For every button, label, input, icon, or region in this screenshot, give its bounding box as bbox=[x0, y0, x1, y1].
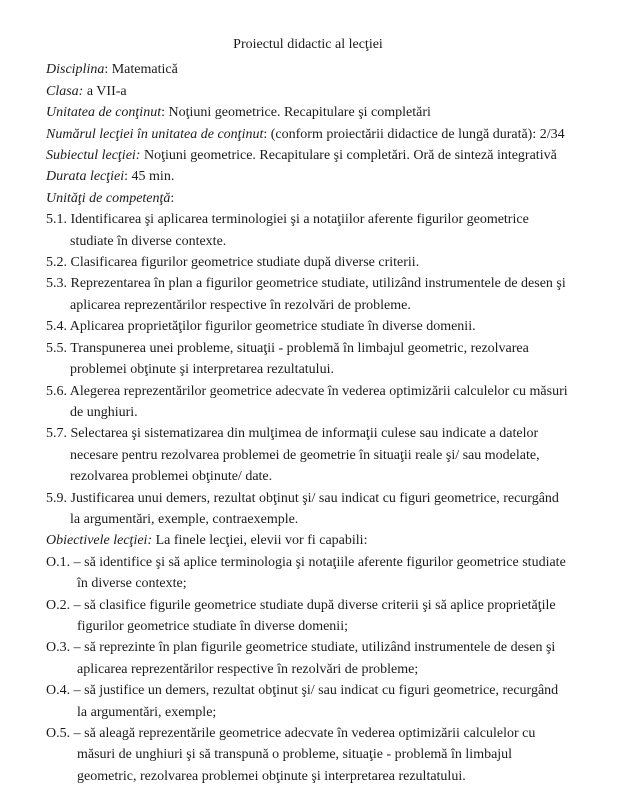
meta-line bbox=[46, 81, 570, 102]
meta-label: Durata lecţiei bbox=[46, 169, 125, 185]
document-title: Proiectul didactic al lecţiei bbox=[233, 37, 383, 52]
meta-value: : bbox=[170, 190, 175, 206]
item-text: Alegerea reprezentărilor geometrice adecvate în vederea optimizării calculelor cu măsuri de unghiuri. bbox=[69, 383, 568, 420]
meta-value: : 45 min. bbox=[124, 169, 175, 185]
item-number: 5.2. bbox=[46, 255, 67, 271]
meta-label: Clasa: bbox=[46, 83, 84, 99]
item-number: 5.9. bbox=[46, 490, 67, 506]
item-text: – să reprezinte în plan figurile geometrice studiate, utilizând instrumentele de desen şi aplicarea reprezentărilor respective în rezolvări de probleme; bbox=[73, 640, 556, 677]
item-text: Clasificarea figurilor geometrice studiate după diverse criterii. bbox=[70, 255, 420, 271]
meta-value: : Noţiuni geometrice. Recapitulare şi completări bbox=[161, 105, 431, 121]
item-number: O.4. bbox=[46, 683, 71, 699]
list-item bbox=[46, 273, 570, 316]
competence-list bbox=[46, 209, 570, 530]
list-item bbox=[46, 488, 570, 531]
list-item bbox=[46, 423, 570, 487]
list-item bbox=[46, 381, 570, 424]
item-number: 5.6. bbox=[46, 383, 67, 399]
item-number: 5.3. bbox=[46, 276, 67, 292]
objectives-intro-text: La finele lecţiei, elevii vor fi capabili: bbox=[152, 533, 368, 549]
meta-line bbox=[46, 166, 570, 187]
list-item bbox=[46, 552, 570, 595]
item-number: 5.7. bbox=[46, 426, 67, 442]
item-text: Transpunerea unei probleme, situaţii - problemă în limbajul geometric, rezolvarea problemei obţinute şi interpretarea rezultatului. bbox=[70, 340, 529, 378]
meta-line bbox=[46, 145, 570, 166]
list-item bbox=[46, 209, 570, 252]
item-text: Reprezentarea în plan a figurilor geometrice studiate, utilizând instrumentele de desen şi aplicarea reprezentărilor respective în rezolvări de probleme. bbox=[70, 276, 566, 313]
list-item bbox=[46, 316, 570, 337]
list-item bbox=[46, 338, 570, 381]
meta-value: : (conform proiectării didactice de lungă durată): 2/34 bbox=[263, 126, 565, 142]
list-item bbox=[46, 252, 570, 273]
meta-line bbox=[46, 102, 570, 123]
item-text: – să identifice şi să aplice terminologia şi notaţiile aferente figurilor geometrice studiate în diverse contexte; bbox=[73, 554, 566, 592]
meta-value: : Matematică bbox=[104, 62, 178, 78]
meta-label: Unităţi de competenţă bbox=[46, 190, 171, 206]
item-text: – să justifice un demers, rezultat obţinut şi/ sau indicat cu figuri geometrice, recurgând la argumentări, exemple; bbox=[73, 683, 559, 720]
item-text: Justificarea unui demers, rezultat obţinut şi/ sau indicat cu figuri geometrice, recurgând la argumentări, exemple, contraexemple. bbox=[70, 490, 559, 527]
meta-line bbox=[46, 188, 570, 209]
meta-line bbox=[46, 124, 570, 145]
objectives-list bbox=[46, 552, 570, 787]
meta-label: Disciplina bbox=[46, 62, 105, 78]
item-number: O.3. bbox=[46, 640, 71, 656]
item-number: 5.5. bbox=[46, 340, 67, 356]
item-number: O.5. bbox=[46, 726, 71, 741]
item-number: O.2. bbox=[46, 597, 71, 613]
item-text: – să aleagă reprezentările geometrice adecvate în vederea optimizării calculelor cu măsuri de unghiuri şi să transpună o probleme, situaţie - problemă în limbajul geometric, rezolvarea problemei obţinute şi interpretarea rezultatului. bbox=[73, 726, 536, 784]
meta-label: Numărul lecţiei în unitatea de conţinut bbox=[46, 126, 264, 142]
list-item bbox=[46, 723, 570, 787]
item-text: Identificarea şi aplicarea terminologiei şi a notaţiilor aferente figurilor geometrice studiate în diverse contexte. bbox=[70, 212, 529, 249]
item-number: 5.4. bbox=[46, 319, 67, 335]
item-text: Selectarea şi sistematizarea din mulţimea de informaţii culese sau indicate a datelor necesare pentru rezolvarea problemei de geometrie în situaţii reale şi/ sau modelate, rezolvarea problemei obţinute/ date. bbox=[70, 426, 540, 485]
item-number: 5.1. bbox=[46, 212, 67, 228]
list-item bbox=[46, 595, 570, 638]
meta-line bbox=[46, 59, 570, 80]
objectives-intro-label: Obiectivele lecţiei: bbox=[46, 533, 153, 549]
item-text: – să clasifice figurile geometrice studiate după diverse criterii şi să aplice proprietăţile figurilor geometrice studiate în diverse domenii; bbox=[73, 597, 556, 634]
list-item bbox=[46, 637, 570, 680]
meta-value: a VII-a bbox=[83, 83, 127, 99]
meta-value: Noţiuni geometrice. Recapitulare şi completări. Oră de sinteză integrativă bbox=[140, 148, 557, 164]
objectives-intro bbox=[46, 530, 570, 551]
list-item bbox=[46, 680, 570, 723]
meta-label: Subiectul lecţiei: bbox=[46, 148, 141, 164]
meta-section bbox=[46, 59, 570, 209]
item-number: O.1. bbox=[46, 554, 71, 570]
item-text: Aplicarea proprietăţilor figurilor geometrice studiate în diverse domenii. bbox=[69, 319, 476, 335]
meta-label: Unitatea de conţinut bbox=[46, 105, 162, 121]
